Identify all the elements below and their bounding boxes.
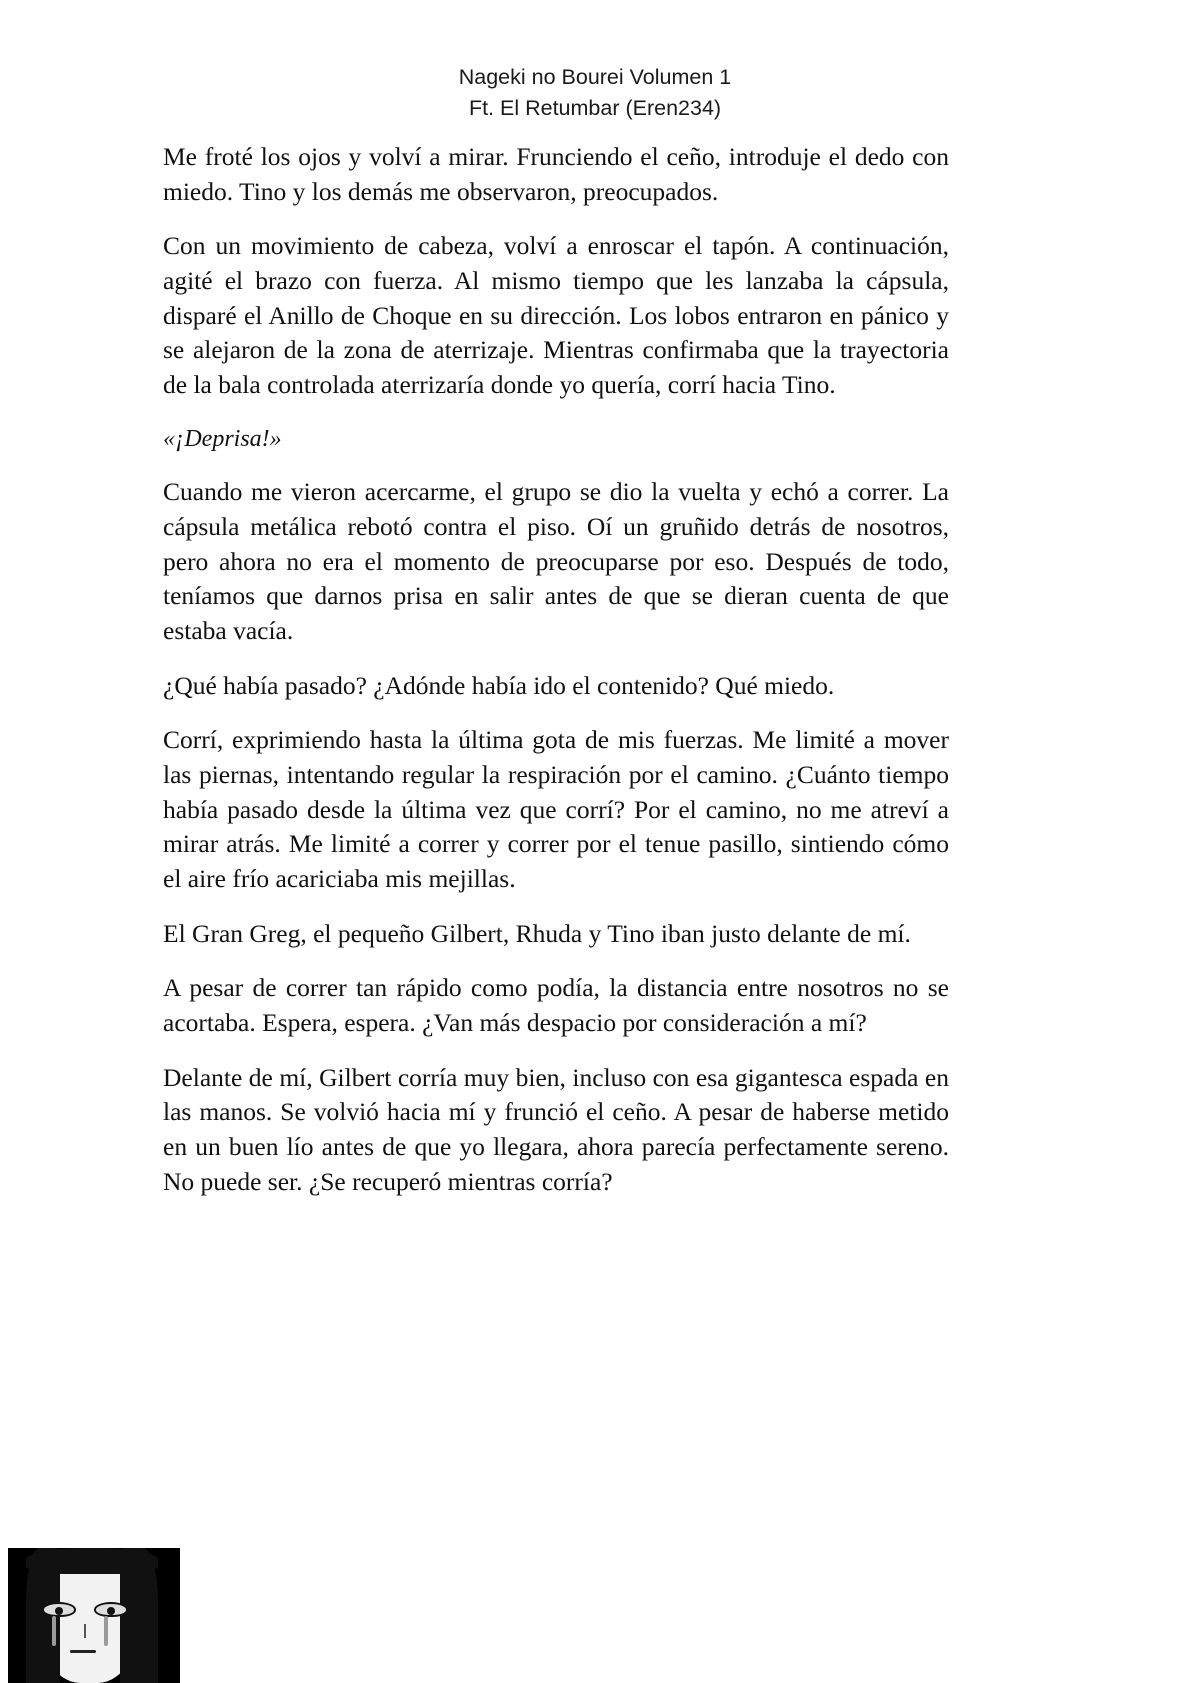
paragraph: A pesar de correr tan rápido como podía, la distancia entre nosotros no se acortaba. Espera, espera. ¿Van más despacio por consideración a mí? [163, 973, 949, 1038]
illustration-hair-top [26, 1548, 158, 1574]
paragraph-dialogue: «¡Deprisa!» [163, 425, 282, 452]
paragraph: Delante de mí, Gilbert corría muy bien, incluso con esa gigantesca espada en las manos. Se volvió hacia mí y frunció el ceño. A pesar de haberse metido en un buen lío antes de que yo llegara, ahora parecía perfectamente sereno. No puede ser. ¿Se recuperó mientras corría? [163, 1062, 949, 1196]
header-title-line-2: Ft. El Retumbar (Eren234) [468, 95, 722, 120]
paragraph: Con un movimiento de cabeza, volví a enroscar el tapón. A continuación, agité el brazo con fuerza. Al mismo tiempo que les lanzaba la cápsula, disparé el Anillo de Choque en su dirección. Los lobos entraron en pánico y se alejaron de la zona de aterrizaje. Mientras confirmaba que la trayectoria de la bala controlada aterrizaría donde yo quería, corrí hacia Tino. [163, 231, 949, 400]
illustration-tear-left [52, 1616, 56, 1646]
illustration-eye-right [94, 1602, 128, 1617]
footer-character-illustration [8, 1548, 180, 1683]
paragraph: Cuando me vieron acercarme, el grupo se dio la vuelta y echó a correr. La cápsula metálica rebotó contra el piso. Oí un gruñido detrás de nosotros, pero ahora no era el momento de preocuparse por eso. Después de todo, teníamos que darnos prisa en salir antes de que se dieran cuenta de que estaba vacía. [163, 477, 949, 646]
page-header [0, 62, 1190, 123]
paragraph: ¿Qué había pasado? ¿Adónde había ido el contenido? Qué miedo. [163, 670, 835, 700]
illustration-eye-left [42, 1602, 76, 1617]
paragraph: Corrí, exprimiendo hasta la última gota de mis fuerzas. Me limité a mover las piernas, intentando regular la respiración por el camino. ¿Cuánto tiempo había pasado desde la última vez que corrí? Por el camino, no me atreví a mirar atrás. Me limité a correr y correr por el tenue pasillo, sintiendo cómo el aire frío acariciaba mis mejillas. [163, 725, 949, 894]
illustration-pupil-left [55, 1607, 63, 1615]
paragraph: Me froté los ojos y volví a mirar. Frunciendo el ceño, introduje el dedo con miedo. Tino y los demás me observaron, preocupados. [163, 142, 949, 206]
illustration-pupil-right [107, 1607, 115, 1615]
illustration-mouth [70, 1650, 96, 1653]
header-title-line-1: Nageki no Bourei Volumen 1 [458, 65, 732, 89]
paragraph: El Gran Greg, el pequeño Gilbert, Rhuda y Tino iban justo delante de mí. [163, 918, 911, 948]
document-body [163, 140, 949, 1219]
illustration-tear-right [104, 1616, 108, 1646]
illustration-nose [84, 1624, 86, 1638]
